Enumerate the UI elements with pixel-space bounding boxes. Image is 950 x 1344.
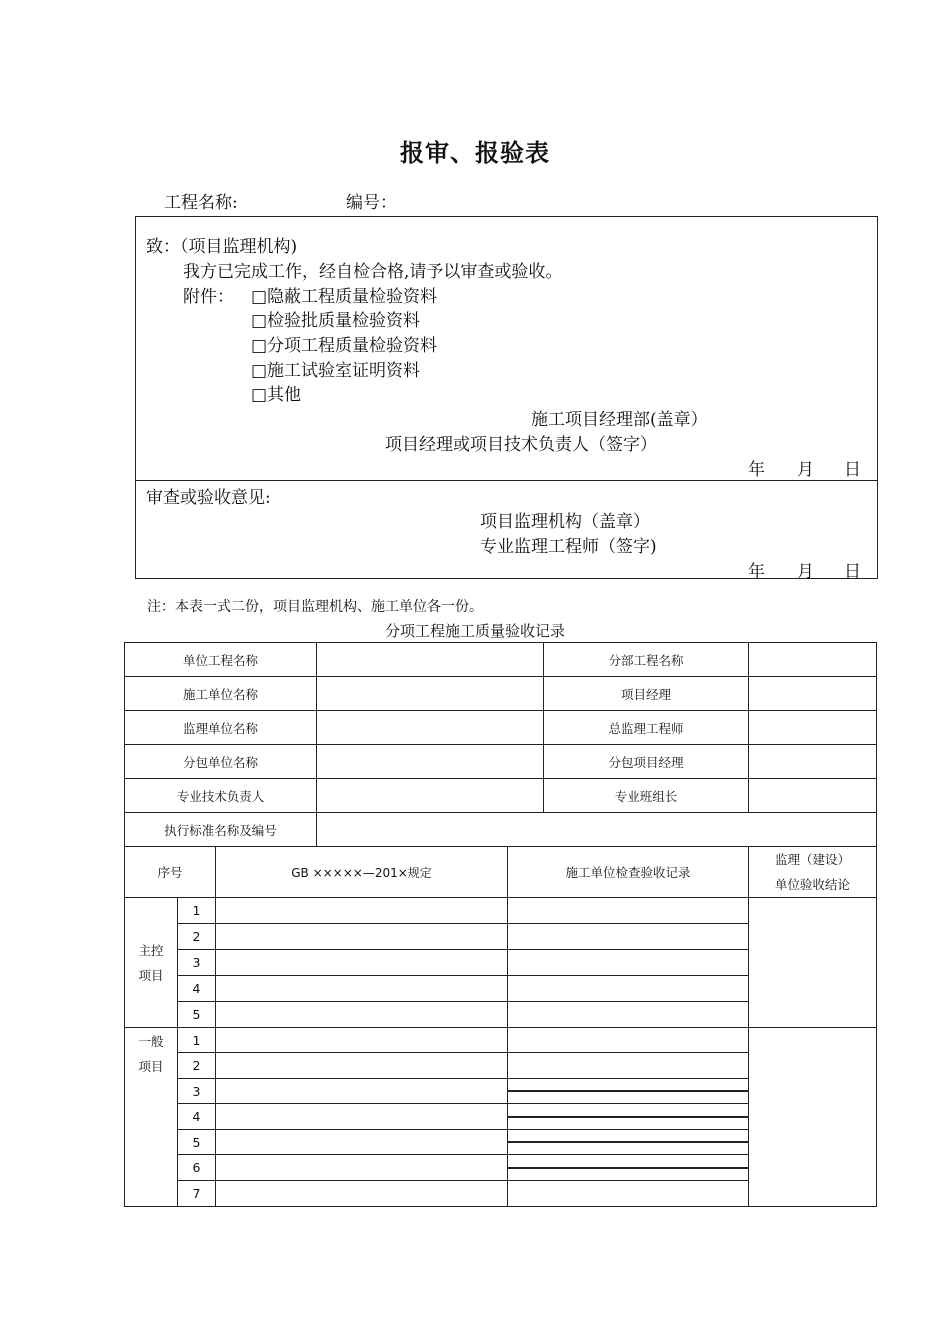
info-value-cell[interactable] xyxy=(749,779,877,813)
review-date-day: 日 xyxy=(844,562,861,582)
project-name-label: 工程名称: xyxy=(164,193,238,213)
inspection-subgrid xyxy=(508,1141,748,1143)
general-group-label xyxy=(125,1028,178,1207)
attachment-item[interactable]: □检验批质量检验资料 xyxy=(251,311,421,331)
sub-cell[interactable] xyxy=(676,1116,700,1117)
info-value-cell[interactable] xyxy=(749,745,877,779)
standard-value-cell[interactable] xyxy=(317,813,877,847)
supervision-header-line1: 监理（建设） xyxy=(775,852,851,867)
standard-row xyxy=(125,813,877,847)
sub-cell[interactable] xyxy=(652,1167,676,1168)
attachments-label: 附件： xyxy=(183,287,234,307)
sub-cell[interactable] xyxy=(604,1142,628,1143)
info-row xyxy=(125,643,877,677)
review-date-year: 年 xyxy=(748,562,765,582)
engineer-sign-line: 专业监理工程师（签字) xyxy=(480,537,657,557)
page-title: 报审、报验表 xyxy=(400,138,550,167)
info-label: 分部工程名称 xyxy=(544,643,749,677)
gb-cell[interactable] xyxy=(216,1181,508,1207)
sub-cell[interactable] xyxy=(556,1167,580,1168)
serial-header: 序号 xyxy=(125,847,216,898)
sub-cell[interactable] xyxy=(509,1091,533,1092)
sub-cell[interactable] xyxy=(652,1142,676,1143)
sub-cell[interactable] xyxy=(509,1142,533,1143)
info-row xyxy=(125,711,877,745)
info-label: 单位工程名称 xyxy=(125,643,317,677)
acceptance-record-title: 分项工程施工质量验收记录 xyxy=(384,622,565,640)
inspection-subgrid-cell xyxy=(508,1079,749,1104)
sub-cell[interactable] xyxy=(628,1142,652,1143)
main-control-group-label xyxy=(125,898,178,1028)
general-group-line1: 一般 xyxy=(138,1034,164,1049)
sub-cell[interactable] xyxy=(556,1116,580,1117)
gb-cell[interactable] xyxy=(216,898,508,924)
supervision-header xyxy=(749,847,877,898)
sub-cell[interactable] xyxy=(509,1167,533,1168)
copies-note: 注：本表一式二份，项目监理机构、施工单位各一份。 xyxy=(147,599,483,615)
sub-cell[interactable] xyxy=(628,1116,652,1117)
sub-cell[interactable] xyxy=(556,1142,580,1143)
main-item-row xyxy=(125,898,877,924)
gb-cell[interactable] xyxy=(216,1028,508,1053)
manager-sign-line: 项目经理或项目技术负责人（签字） xyxy=(385,435,657,455)
gb-cell[interactable] xyxy=(216,976,508,1002)
row-number: 1 xyxy=(178,898,216,924)
info-label: 专业技术负责人 xyxy=(125,779,317,813)
sub-cell[interactable] xyxy=(676,1142,700,1143)
row-number: 2 xyxy=(178,924,216,950)
gb-cell[interactable] xyxy=(216,1104,508,1130)
report-form-box xyxy=(135,216,878,582)
sub-cell[interactable] xyxy=(652,1091,676,1092)
sub-cell[interactable] xyxy=(724,1142,748,1143)
sub-cell[interactable] xyxy=(532,1116,556,1117)
row-number: 2 xyxy=(178,1053,216,1079)
inspection-cell[interactable] xyxy=(508,950,749,976)
row-number: 4 xyxy=(178,1104,216,1130)
main-group-line1: 主控 xyxy=(138,942,164,958)
row-number: 4 xyxy=(178,976,216,1002)
inspection-header: 施工单位检查验收记录 xyxy=(508,847,749,898)
body-line: 我方已完成工作，经自检合格,请予以审查或验收。 xyxy=(183,262,563,282)
info-value-cell[interactable] xyxy=(317,711,544,745)
attachment-item[interactable]: □其他 xyxy=(251,385,302,405)
info-label: 项目经理 xyxy=(544,677,749,711)
row-number: 5 xyxy=(178,1002,216,1028)
info-value-cell[interactable] xyxy=(317,643,544,677)
info-value-cell[interactable] xyxy=(749,711,877,745)
contractor-seal-line: 施工项目经理部(盖章） xyxy=(531,410,708,430)
sub-cell[interactable] xyxy=(604,1116,628,1117)
sub-cell[interactable] xyxy=(700,1167,724,1168)
row-number: 3 xyxy=(178,1079,216,1104)
inspection-cell[interactable] xyxy=(508,976,749,1002)
row-number: 6 xyxy=(178,1155,216,1181)
attachment-item[interactable]: □分项工程质量检验资料 xyxy=(251,336,438,356)
row-number: 5 xyxy=(178,1130,216,1155)
inspection-subgrid-cell xyxy=(508,1130,749,1155)
info-value-cell[interactable] xyxy=(317,745,544,779)
info-value-cell[interactable] xyxy=(749,677,877,711)
info-label: 分包项目经理 xyxy=(544,745,749,779)
inspection-cell[interactable] xyxy=(508,1053,749,1079)
sub-cell[interactable] xyxy=(604,1091,628,1092)
gb-cell[interactable] xyxy=(216,1155,508,1181)
date-month: 月 xyxy=(797,460,814,480)
main-group-line2: 项目 xyxy=(138,967,164,983)
serial-number-label: 编号： xyxy=(346,193,397,213)
sub-cell[interactable] xyxy=(532,1091,556,1092)
info-row xyxy=(125,745,877,779)
standard-label: 执行标准名称及编号 xyxy=(125,813,317,847)
row-number: 1 xyxy=(178,1028,216,1053)
inspection-subgrid xyxy=(508,1167,748,1169)
info-label: 监理单位名称 xyxy=(125,711,317,745)
sub-cell[interactable] xyxy=(580,1091,604,1092)
supervisor-seal-line: 项目监理机构（盖章） xyxy=(480,512,650,532)
sub-cell[interactable] xyxy=(556,1091,580,1092)
form-divider xyxy=(136,480,877,481)
info-row xyxy=(125,779,877,813)
sub-cell[interactable] xyxy=(580,1116,604,1117)
gb-cell[interactable] xyxy=(216,1002,508,1028)
sub-cell[interactable] xyxy=(509,1116,533,1117)
general-conclusion-cell[interactable] xyxy=(749,1028,877,1207)
main-conclusion-cell[interactable] xyxy=(749,898,877,1028)
row-number: 3 xyxy=(178,950,216,976)
inspection-cell[interactable] xyxy=(508,1181,749,1207)
sub-cell[interactable] xyxy=(676,1091,700,1092)
sub-cell[interactable] xyxy=(700,1142,724,1143)
review-date-month: 月 xyxy=(797,562,814,582)
sub-cell[interactable] xyxy=(604,1167,628,1168)
attachment-item[interactable]: □施工试验室证明资料 xyxy=(251,361,421,381)
gb-cell[interactable] xyxy=(216,1079,508,1104)
inspection-subgrid-cell xyxy=(508,1104,749,1130)
gb-cell[interactable] xyxy=(216,1130,508,1155)
inspection-subgrid xyxy=(508,1116,748,1118)
sub-cell[interactable] xyxy=(628,1167,652,1168)
info-label: 总监理工程师 xyxy=(544,711,749,745)
sub-cell[interactable] xyxy=(676,1167,700,1168)
sub-cell[interactable] xyxy=(724,1116,748,1117)
info-value-cell[interactable] xyxy=(317,677,544,711)
sub-cell[interactable] xyxy=(532,1142,556,1143)
gb-cell[interactable] xyxy=(216,1053,508,1079)
date-day: 日 xyxy=(844,460,861,480)
info-row xyxy=(125,677,877,711)
acceptance-record-table xyxy=(124,642,877,1207)
sub-cell[interactable] xyxy=(724,1091,748,1092)
supervision-header-line2: 单位验收结论 xyxy=(775,877,851,892)
column-header-row xyxy=(125,847,877,898)
inspection-cell[interactable] xyxy=(508,924,749,950)
info-value-cell[interactable] xyxy=(317,779,544,813)
general-item-row xyxy=(125,1028,877,1053)
sub-cell[interactable] xyxy=(580,1142,604,1143)
inspection-subgrid-cell xyxy=(508,1155,749,1181)
gb-cell[interactable] xyxy=(216,950,508,976)
gb-cell[interactable] xyxy=(216,924,508,950)
date-year: 年 xyxy=(748,460,765,480)
sub-cell[interactable] xyxy=(580,1167,604,1168)
sub-cell[interactable] xyxy=(628,1091,652,1092)
general-group-line2: 项目 xyxy=(138,1059,164,1074)
attachment-item[interactable]: □隐蔽工程质量检验资料 xyxy=(251,287,438,307)
sub-cell[interactable] xyxy=(724,1167,748,1168)
inspection-cell[interactable] xyxy=(508,1002,749,1028)
info-label: 施工单位名称 xyxy=(125,677,317,711)
sub-cell[interactable] xyxy=(532,1167,556,1168)
sub-cell[interactable] xyxy=(700,1091,724,1092)
sub-cell[interactable] xyxy=(652,1116,676,1117)
review-opinion-label: 审查或验收意见: xyxy=(146,488,271,508)
inspection-cell[interactable] xyxy=(508,898,749,924)
sub-cell[interactable] xyxy=(700,1116,724,1117)
info-label: 分包单位名称 xyxy=(125,745,317,779)
info-label: 专业班组长 xyxy=(544,779,749,813)
row-number: 7 xyxy=(178,1181,216,1207)
info-value-cell[interactable] xyxy=(749,643,877,677)
to-line: 致：（项目监理机构) xyxy=(146,237,298,257)
gb-standard-header: GB ×××××—201×规定 xyxy=(216,847,508,898)
inspection-cell[interactable] xyxy=(508,1028,749,1053)
inspection-subgrid xyxy=(508,1090,748,1092)
